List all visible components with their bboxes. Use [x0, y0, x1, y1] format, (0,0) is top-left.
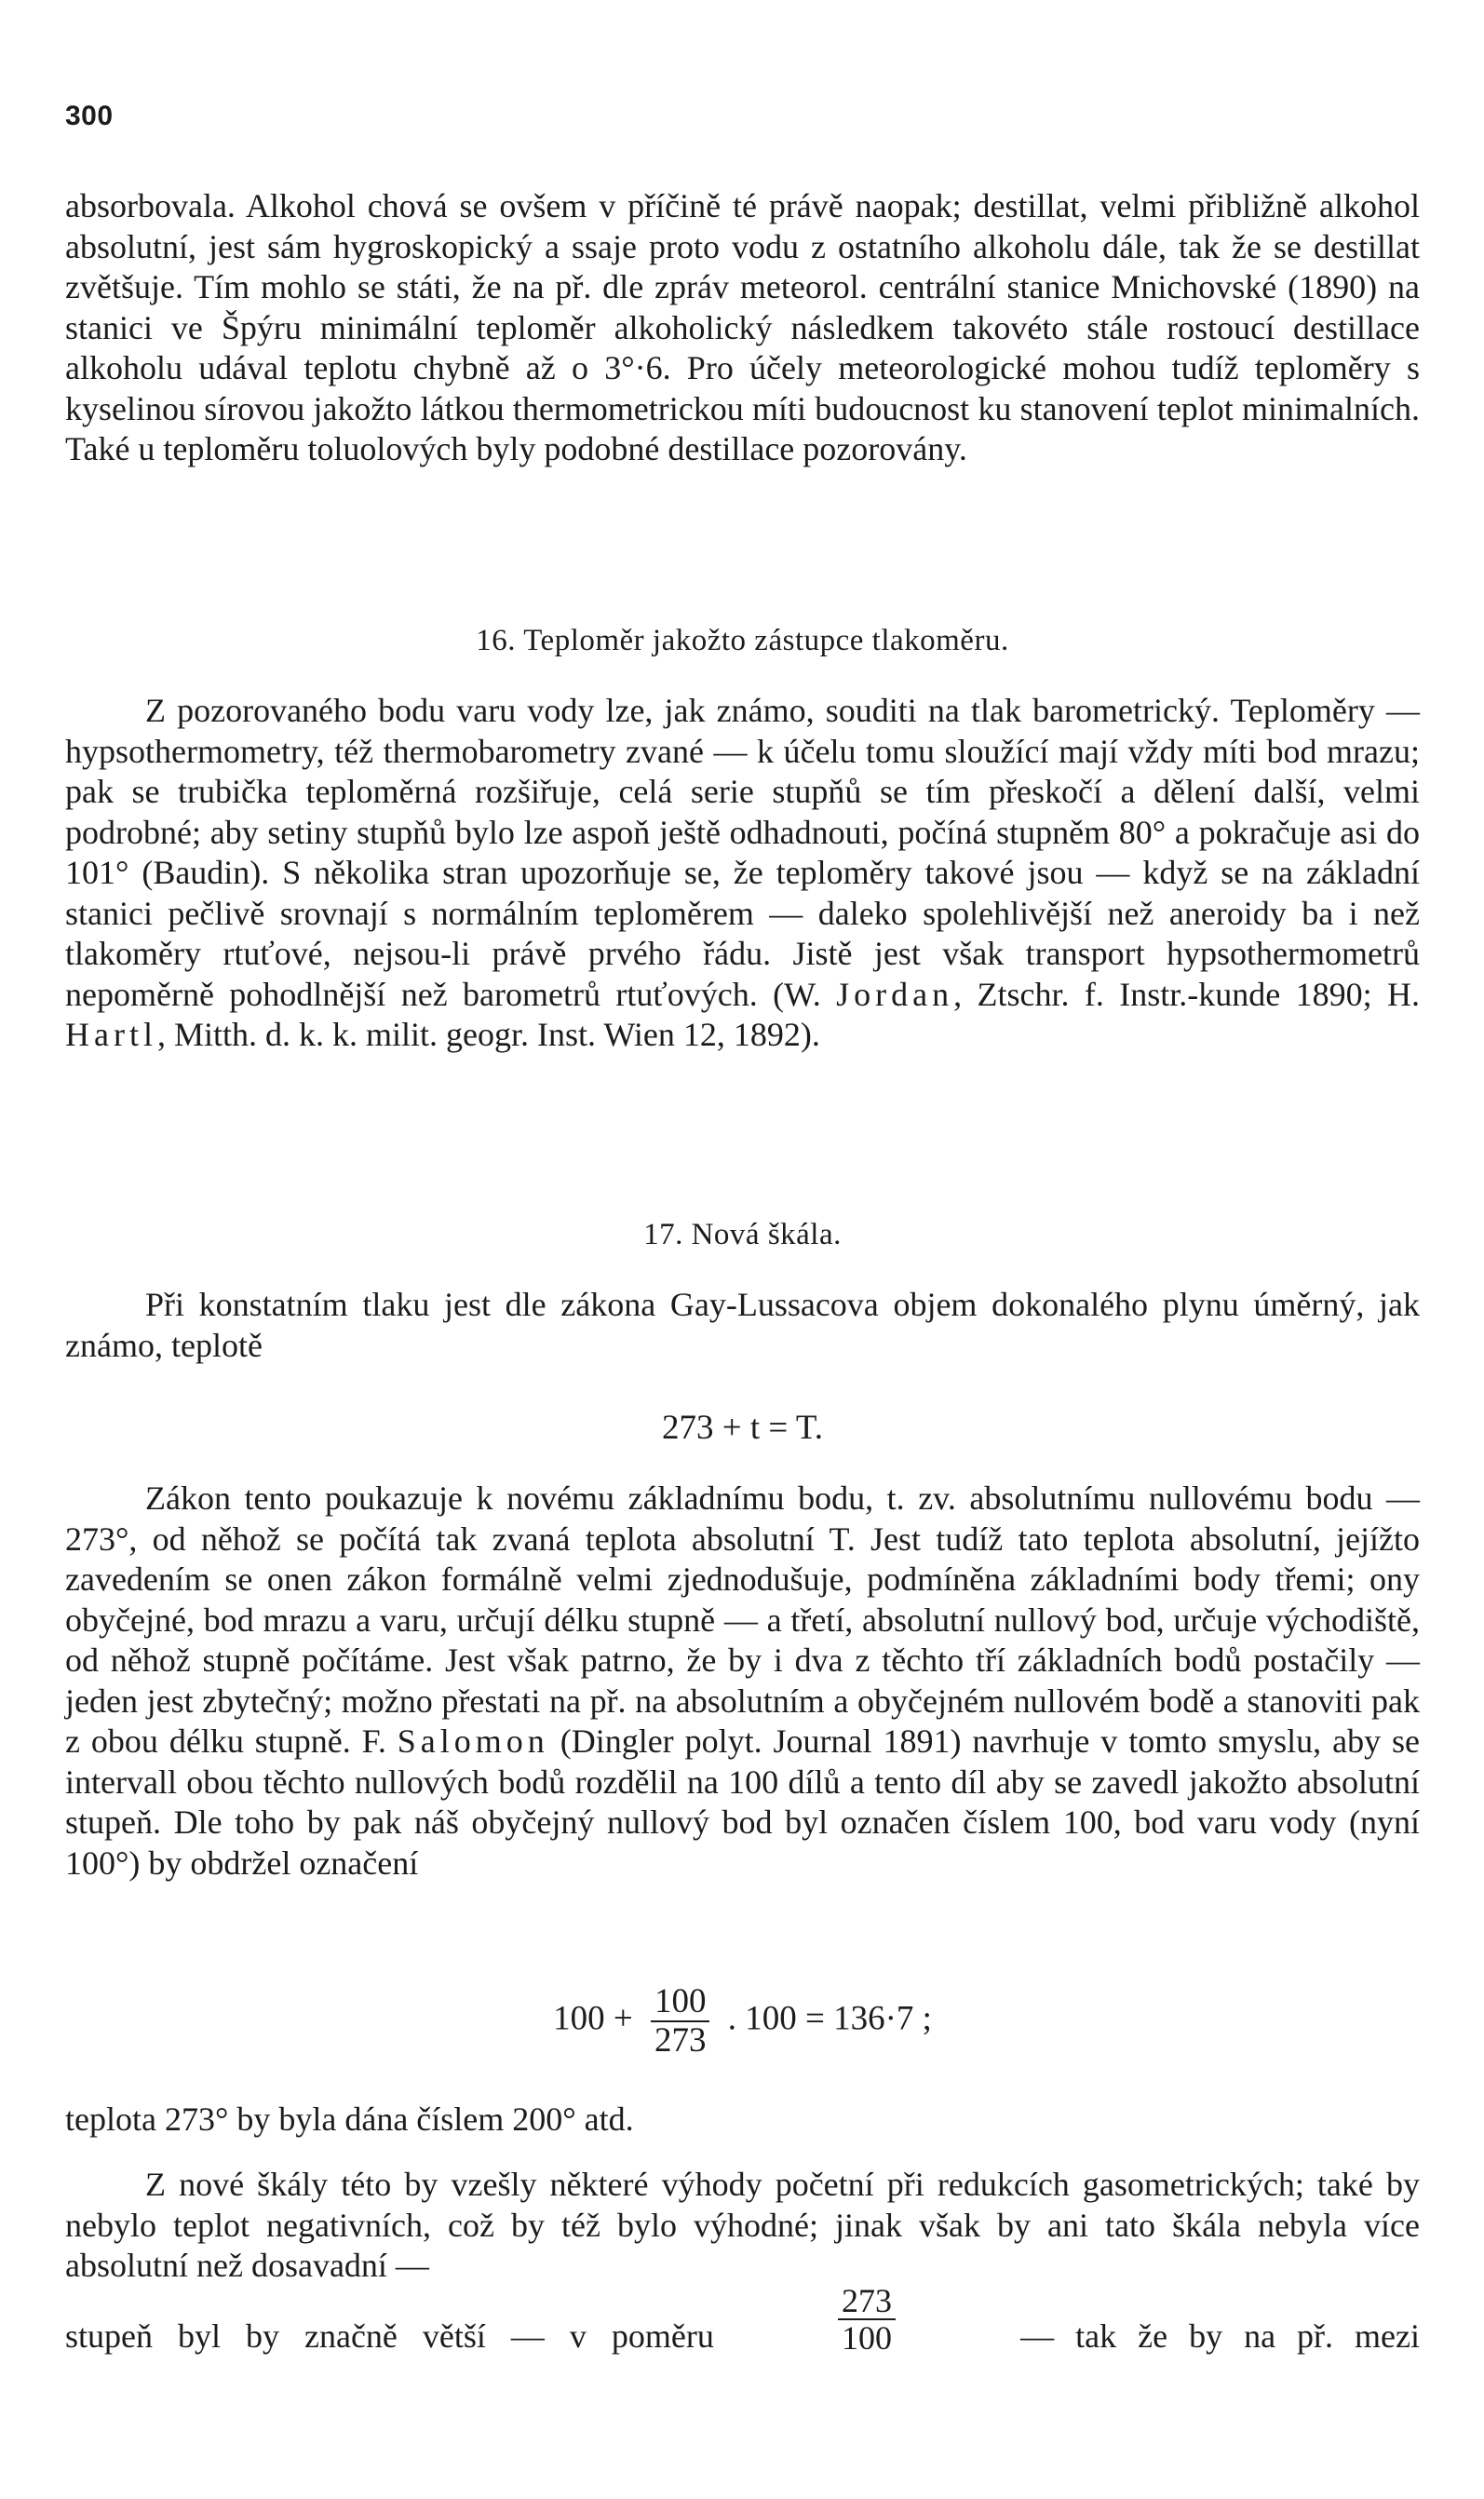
- paragraph-text: , Ztschr. f. Instr.-kunde 1890; H.: [953, 975, 1420, 1013]
- paragraph-new-scale: [65, 2165, 1420, 2287]
- fraction-denominator: 273: [654, 2021, 707, 2060]
- fraction-numerator: 100: [651, 1983, 710, 2022]
- paragraph-absolute-zero: [65, 1479, 1420, 1884]
- paragraph-gay-lussac: [65, 1285, 1420, 1366]
- paragraph-text: Z pozorovaného bodu varu vody lze, jak známo, souditi na tlak barometrický. Teploměry — hypsothermometry, též thermobarometry zvané — k účelu tomu sloužící mají vždy míti bod mrazu; pak se trubička teploměrná rozšiřuje, celá serie stupňů se tím přeskočí a dělení další, velmi podrobné; aby setiny stupňů bylo lze aspoň ještě odhadnouti, počíná stupněm 80° a pokračuje asi do 101° (Baudin). S několika stran upozorňuje se, že teploměry takové jsou — když se na základní stanici pečlivě srovnají s normálním teploměrem — daleko spolehlivější než aneroidy ba i než tlakoměry rtuťové, nejsou-li právě prvého řádu. Jistě jest však transport hypsothermometrů nepoměrně pohodlnější než barometrů rtuťových. (W.: [65, 692, 1420, 1013]
- paragraph-teplota: [65, 2100, 1420, 2141]
- fraction: [651, 1983, 710, 2060]
- last-line: [65, 2283, 1420, 2376]
- equation-lhs: 100 +: [553, 1999, 633, 2038]
- paragraph-hypsothermometer: [65, 691, 1420, 1056]
- paragraph-text: Zákon tento poukazuje k novému základnímu bodu, t. zv. absolutnímu nullovému bodu — 273°, od něhož se počítá tak zvaná teplota absolutní T. Jest tudíž tato teplota absolutní, jejížto zavedením se onen zákon formálně velmi zjednodušuje, podmíněna základními body třemi; ony obyčejné, bod mrazu a varu, určují délku stupně — a třetí, absolutní nullový bod, určuje východiště, od něhož stupně počítáme. Jest však patrno, že by i dva z těchto tří základních bodů postačily — jeden jest zbytečný; možno přestati na př. na absolutním a obyčejném nullovém bodě a stanoviti pak z obou délku stupně. F.: [65, 1479, 1420, 1760]
- paragraph-text: Z nové škály této by vzešly některé výhody početní při redukcích gasometrických; také by nebylo teplot negativních, což by též bylo výhodné; jinak však by ani tato škála nebyla více absolutní než dosavadní —: [65, 2166, 1420, 2284]
- paragraph-text: , Mitth. d. k. k. milit. geogr. Inst. Wien 12, 1892).: [156, 1016, 820, 1053]
- author-name-jordan: Jordan: [836, 975, 954, 1013]
- author-name-salomon: Salomon: [397, 1722, 549, 1760]
- fraction-numerator: 273: [838, 2283, 896, 2320]
- ratio-fraction: [838, 2283, 896, 2356]
- section-heading-17: 17. Nová škála.: [643, 1218, 842, 1251]
- last-line-left-text: stupeň byl by značně větší — v poměru: [65, 2317, 714, 2355]
- page: [65, 0, 1420, 2499]
- paragraph-text: (Dingler polyt. Journal 1891) navrhuje v tomto smyslu, aby se intervall obou těchto nullových bodů rozdělil na 100 dílů a tento díl aby se zavedl jakožto absolutní stupeň. Dle toho by pak náš obyčejný nullový bod byl označen číslem 100, bod varu vody (nyní 100°) by obdržel označení: [65, 1722, 1420, 1882]
- paragraph-text: teplota 273° by byla dána číslem 200° atd.: [65, 2101, 634, 2138]
- equation-absolute-temperature: 273 + t = T.: [662, 1409, 823, 1447]
- page-number: 300: [65, 101, 114, 131]
- paragraph-text: Při konstatním tlaku jest dle zákona Gay-Lussacova objem dokonalého plynu úměrný, jak známo, teplotě: [65, 1286, 1420, 1364]
- author-name-hartl: Hartl: [65, 1016, 157, 1053]
- paragraph-absorbovala: [65, 186, 1420, 470]
- equation-rhs: . 100 = 136·7 ;: [727, 1999, 932, 2038]
- equation-boiling-point: [65, 1983, 1420, 2060]
- fraction-denominator: 100: [842, 2319, 892, 2357]
- paragraph-text: absorbovala. Alkohol chová se ovšem v příčině té právě naopak; destillat, velmi přibližně alkohol absolutní, jest sám hygroskopický a ssaje proto vodu z ostatního alkoholu dále, tak že se destillat zvětšuje. Tím mohlo se státi, že na př. dle zpráv meteorol. centrální stanice Mnichovské (1890) na stanici ve Špýru minimální teploměr alkoholický následkem takovéto stále rostoucí destillace alkoholu udával teplotu chybně až o 3°·6. Pro účely meteorologické mohou tudíž teploměry s kyselinou sírovou jakožto látkou thermometrickou míti budoucnost ku stanovení teplot minimalních. Také u teploměru toluolových byly podobné destillace pozorovány.: [65, 187, 1420, 467]
- section-heading-16: 16. Teploměr jakožto zástupce tlakoměru.: [476, 624, 1009, 657]
- last-line-right-text: — tak že by na př. mezi: [1020, 2317, 1420, 2355]
